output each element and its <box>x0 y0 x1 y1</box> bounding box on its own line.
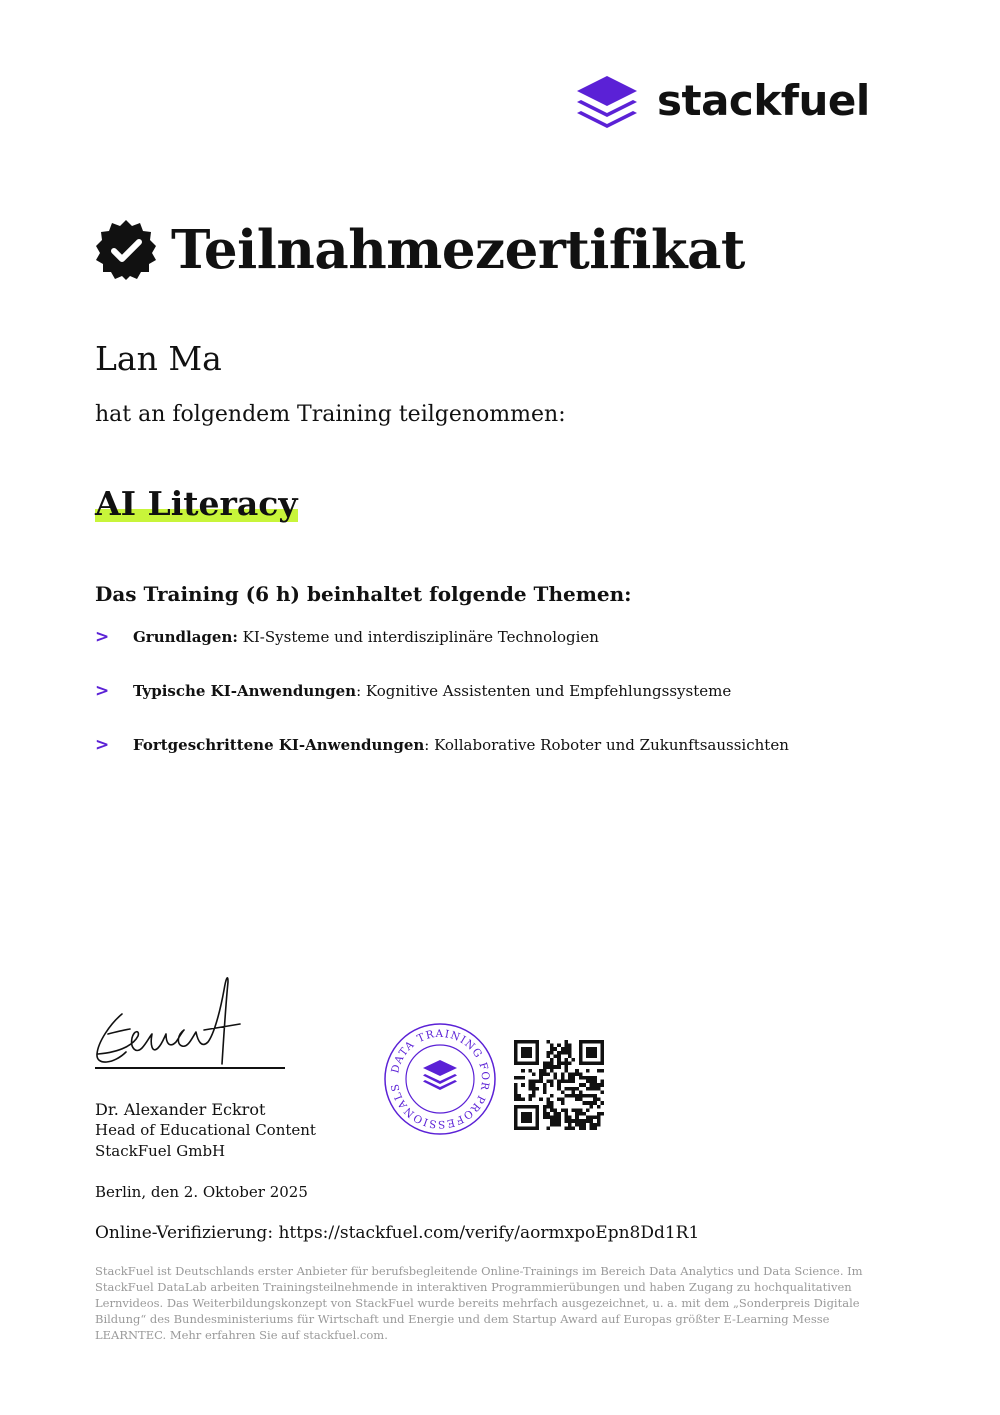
topic-label: Typische KI-Anwendungen <box>133 682 357 700</box>
chevron-right-icon: > <box>95 735 110 755</box>
course-title-text: AI Literacy <box>95 484 298 523</box>
topic-text <box>133 680 731 702</box>
topic-item <box>95 626 599 648</box>
chevron-right-icon: > <box>95 681 110 701</box>
stackfuel-logo <box>575 72 870 130</box>
topic-item <box>95 680 731 702</box>
verification-qr-code <box>514 1040 604 1130</box>
chevron-right-icon: > <box>95 627 110 647</box>
certificate-header <box>95 218 745 282</box>
signer-organization: StackFuel GmbH <box>95 1142 226 1160</box>
participant-name: Lan Ma <box>95 339 222 378</box>
topic-description: : Kollaborative Roboter und Zukunftsaussichten <box>424 736 789 754</box>
topic-text <box>133 734 789 756</box>
topic-description: : Kognitive Assistenten und Empfehlungssysteme <box>356 682 732 700</box>
stackfuel-layers-icon <box>423 1060 457 1090</box>
brand-wordmark: stackfuel <box>657 76 870 125</box>
topic-label: Fortgeschrittene KI-Anwendungen <box>133 736 425 754</box>
signer-role: Head of Educational Content <box>95 1121 316 1139</box>
topic-description: KI-Systeme und interdisziplinäre Technologien <box>237 628 599 646</box>
course-title-block <box>95 484 298 524</box>
topic-text <box>133 626 599 648</box>
stackfuel-layers-icon <box>575 73 639 129</box>
topic-item <box>95 734 789 756</box>
signer-name: Dr. Alexander Eckrot <box>95 1100 266 1119</box>
online-verification-link[interactable]: Online-Verifizierung: https://stackfuel.com/verify/aormxpoEpn8Dd1R1 <box>95 1223 700 1243</box>
topics-heading: Das Training (6 h) beinhaltet folgende Themen: <box>95 582 632 606</box>
svg-text:DATA TRAINING FOR PROFESSIONAL <box>389 1028 491 1130</box>
place-and-date: Berlin, den 2. Oktober 2025 <box>95 1183 308 1201</box>
footer-about-text: StackFuel ist Deutschlands erster Anbieter für berufsbegleitende Online-Trainings im Bereich Data Analytics und Data Science. Im StackFuel DataLab arbeiten Trainingsteilnehmende in interaktiven Programmierübungen und haben Zugang zu hochqualitativen Lernvideos. Das Weiterbildungskonzept von StackFuel wurde bereits mehrfach ausgezeichnet, u. a. mit dem „Sonderpreis Digitale Bildung“ des Bundesministeriums für Wirtschaft und Energie und dem Startup Award auf Europas größter E-Learning Messe LEARNTEC. Mehr erfahren Sie auf stackfuel.com. <box>95 1264 863 1342</box>
topic-label: Grundlagen: <box>133 628 238 646</box>
course-title <box>95 484 298 524</box>
participation-statement: hat an folgendem Training teilgenommen: <box>95 402 566 427</box>
signature-line <box>95 1067 285 1069</box>
verified-badge-icon <box>95 219 157 281</box>
handwritten-signature <box>92 972 252 1072</box>
certificate-title: Teilnahmezertifikat <box>171 219 745 281</box>
seal-text: DATA TRAINING FOR PROFESSIONALS <box>389 1027 492 1131</box>
data-training-seal <box>383 1022 497 1136</box>
